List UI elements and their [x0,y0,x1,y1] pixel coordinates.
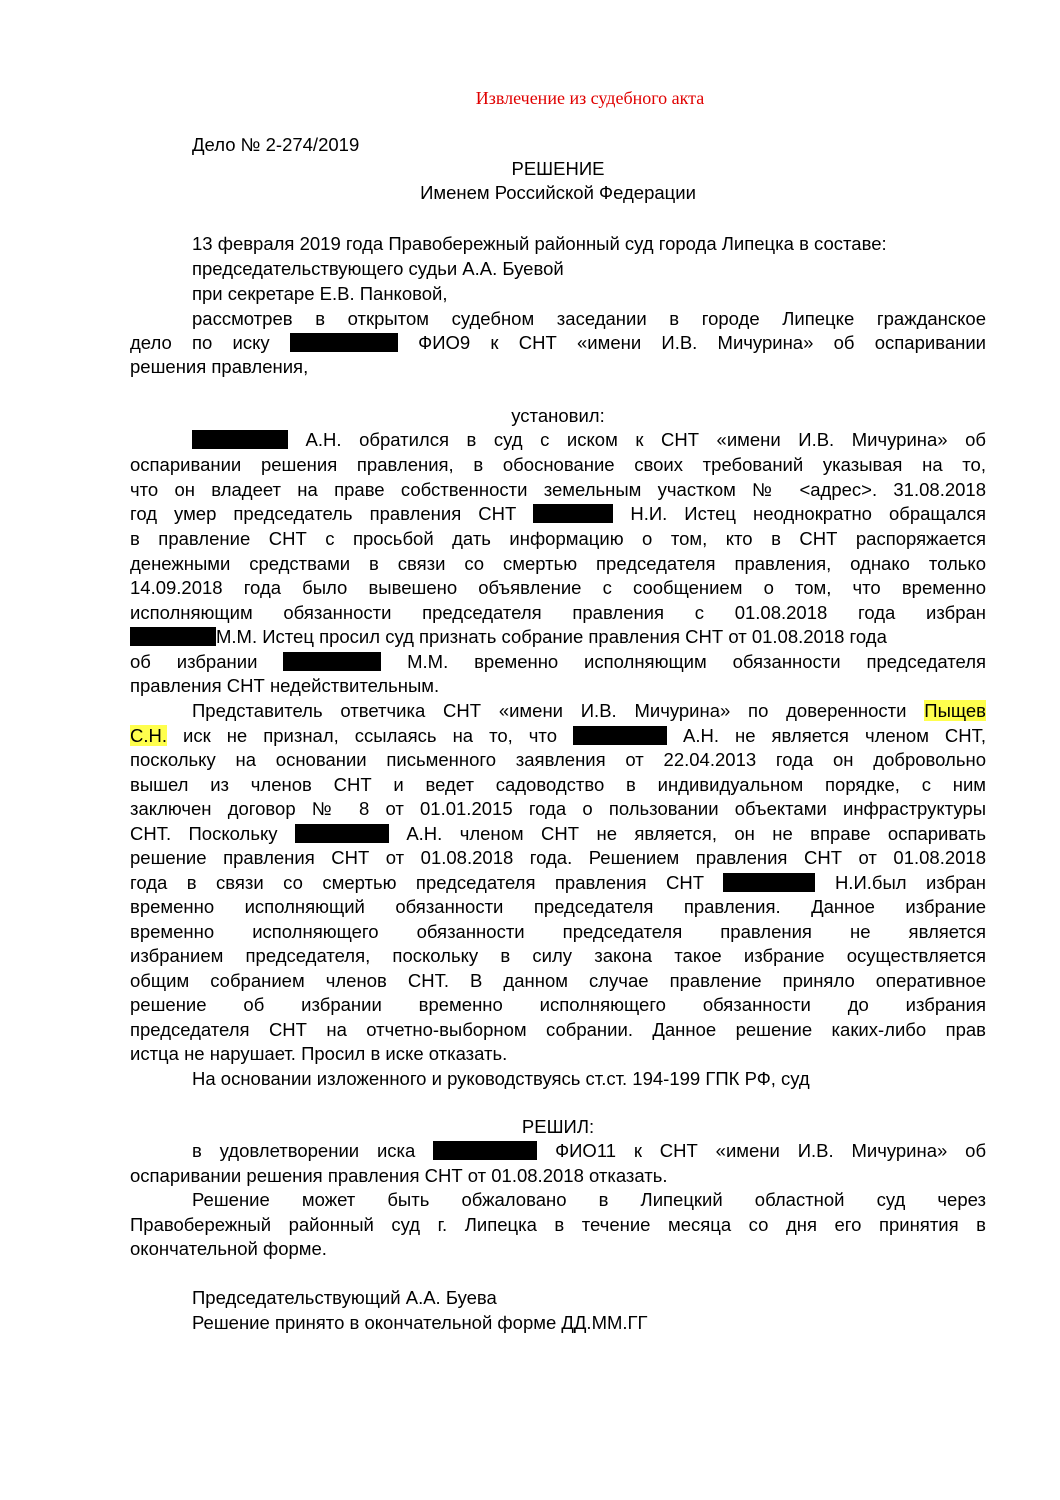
basis-line: На основании изложенного и руководствуясь ст.ст. 194-199 ГПК РФ, суд [192,1068,810,1089]
established-heading: установил: [511,405,605,426]
claim-line: оспаривании решения правления, в обоснование своих требований указывая на то, [130,454,986,475]
intro-line [130,332,986,356]
defense-line [192,700,986,724]
claim-line: денежными средствами в связи со смертью председателя правления, однако только [130,553,986,574]
claim-text: Н.И. Истец неоднократно обращался [630,503,987,524]
defense-line: решение правления СНТ от 01.08.2018 года. Решением правления СНТ от 01.08.2018 [130,847,986,868]
redaction-block [433,1141,537,1160]
decision-subtitle: Именем Российской Федерации [420,182,696,203]
claim-text: М.М. временно исполняющим обязанности председателя [407,651,987,672]
defense-text: А.Н. членом СНТ не является, он не вправе оспаривать [406,823,986,844]
defense-line [130,725,986,749]
presiding-judge: Председательствующий А.А. Буева [192,1287,497,1308]
ruling-text: в удовлетворении иска [192,1140,416,1161]
defense-line: председателя СНТ на отчетно-выборном собрании. Данное решение каких-либо прав [130,1019,986,1040]
decision-title: РЕШЕНИЕ [511,158,605,179]
defense-line [130,872,986,896]
defense-line: вышел из членов СНТ и ведет садоводство в индивидуальном порядке, с ним [130,774,986,795]
final-form-date: Решение принято в окончательной форме ДД.ММ.ГГ [192,1312,648,1333]
claim-line [130,626,887,648]
defense-text: Представитель ответчика СНТ «имени И.В. Мичурина» по доверенности [192,700,907,721]
claim-line: правления СНТ недействительным. [130,675,440,696]
ruling-line [192,1140,986,1164]
highlighted-name: С.Н. [130,725,167,746]
ruling-text: ФИО11 к СНТ «имени И.В. Мичурина» об [555,1140,987,1161]
intro-line: председательствующего судьи А.А. Буевой [192,258,564,279]
redaction-block [295,824,389,843]
intro-line: решения правления, [130,356,309,377]
claim-line: 14.09.2018 года было вывешено объявление с сообщением о том, что временно [130,577,986,598]
redaction-block [283,652,381,671]
defense-line: решение об избрании временно исполняющего обязанности до избрания [130,994,986,1015]
claim-text: А.Н. обратился в суд с иском к СНТ «имени И.В. Мичурина» об [305,429,986,450]
claim-text: об избрании [130,651,258,672]
highlighted-name: Пыщев [924,700,987,721]
intro-line: 13 февраля 2019 года Правобережный районный суд города Липецка в составе: [192,233,887,254]
defense-text: Н.И.был избран [834,872,987,893]
defense-line: временно исполняющего обязанности председателя правления не является [130,921,986,942]
defense-text: иск не признал, ссылаясь на то, что [183,725,557,746]
claim-line [130,503,986,527]
defense-line: общим собранием членов СНТ. В данном случае правление приняло оперативное [130,970,986,991]
defense-text: А.Н. не является членом СНТ, [683,725,987,746]
claim-text: год умер председатель правления СНТ [130,503,517,524]
decided-heading: РЕШИЛ: [521,1116,595,1137]
redaction-block [290,333,398,352]
claim-line: исполняющим обязанности председателя правления с 01.08.2018 года избран [130,602,986,623]
redaction-block [723,873,815,892]
defense-text: СНТ. Поскольку [130,823,278,844]
appeal-line: Правобережный районный суд г. Липецка в течение месяца со дня его принятия в [130,1214,986,1235]
claim-line [192,429,986,453]
claim-line: что он владеет на праве собственности земельным участком № <адрес>. 31.08.2018 [130,479,986,500]
defense-line [130,823,986,847]
defense-line: поскольку на основании письменного заявления от 22.04.2013 года он добровольно [130,749,986,770]
redaction-block [192,430,288,449]
appeal-line: Решение может быть обжаловано в Липецкий областной суд через [192,1189,986,1210]
intro-text: ФИО9 к СНТ «имени И.В. Мичурина» об оспаривании [418,332,986,353]
ruling-line: оспаривании решения правления СНТ от 01.08.2018 отказать. [130,1165,668,1186]
defense-line: истца не нарушает. Просил в иске отказать. [130,1043,508,1064]
defense-line: заключен договор № 8 от 01.01.2015 года о пользовании объектами инфраструктуры [130,798,986,819]
extract-header: Извлечение из судебного акта [475,88,705,108]
claim-line: в правление СНТ с просьбой дать информацию о том, кто в СНТ распоряжается [130,528,986,549]
claim-line [130,651,986,675]
redaction-block [533,504,613,523]
case-number: Дело № 2-274/2019 [192,134,360,155]
claim-text: М.М. Истец просил суд признать собрание правления СНТ от 01.08.2018 года [216,626,887,647]
redaction-block [573,726,667,745]
intro-line: при секретаре Е.В. Панковой, [192,283,448,304]
intro-text: дело по иску [130,332,270,353]
redaction-block [130,627,216,646]
appeal-line: окончательной форме. [130,1238,327,1259]
defense-text: года в связи со смертью председателя правления СНТ [130,872,705,893]
defense-line: избранием председателя, поскольку в силу закона такое избрание осуществляется [130,945,986,966]
defense-line: временно исполняющий обязанности председателя правления. Данное избрание [130,896,986,917]
intro-line: рассмотрев в открытом судебном заседании в городе Липецке гражданское [192,308,986,329]
